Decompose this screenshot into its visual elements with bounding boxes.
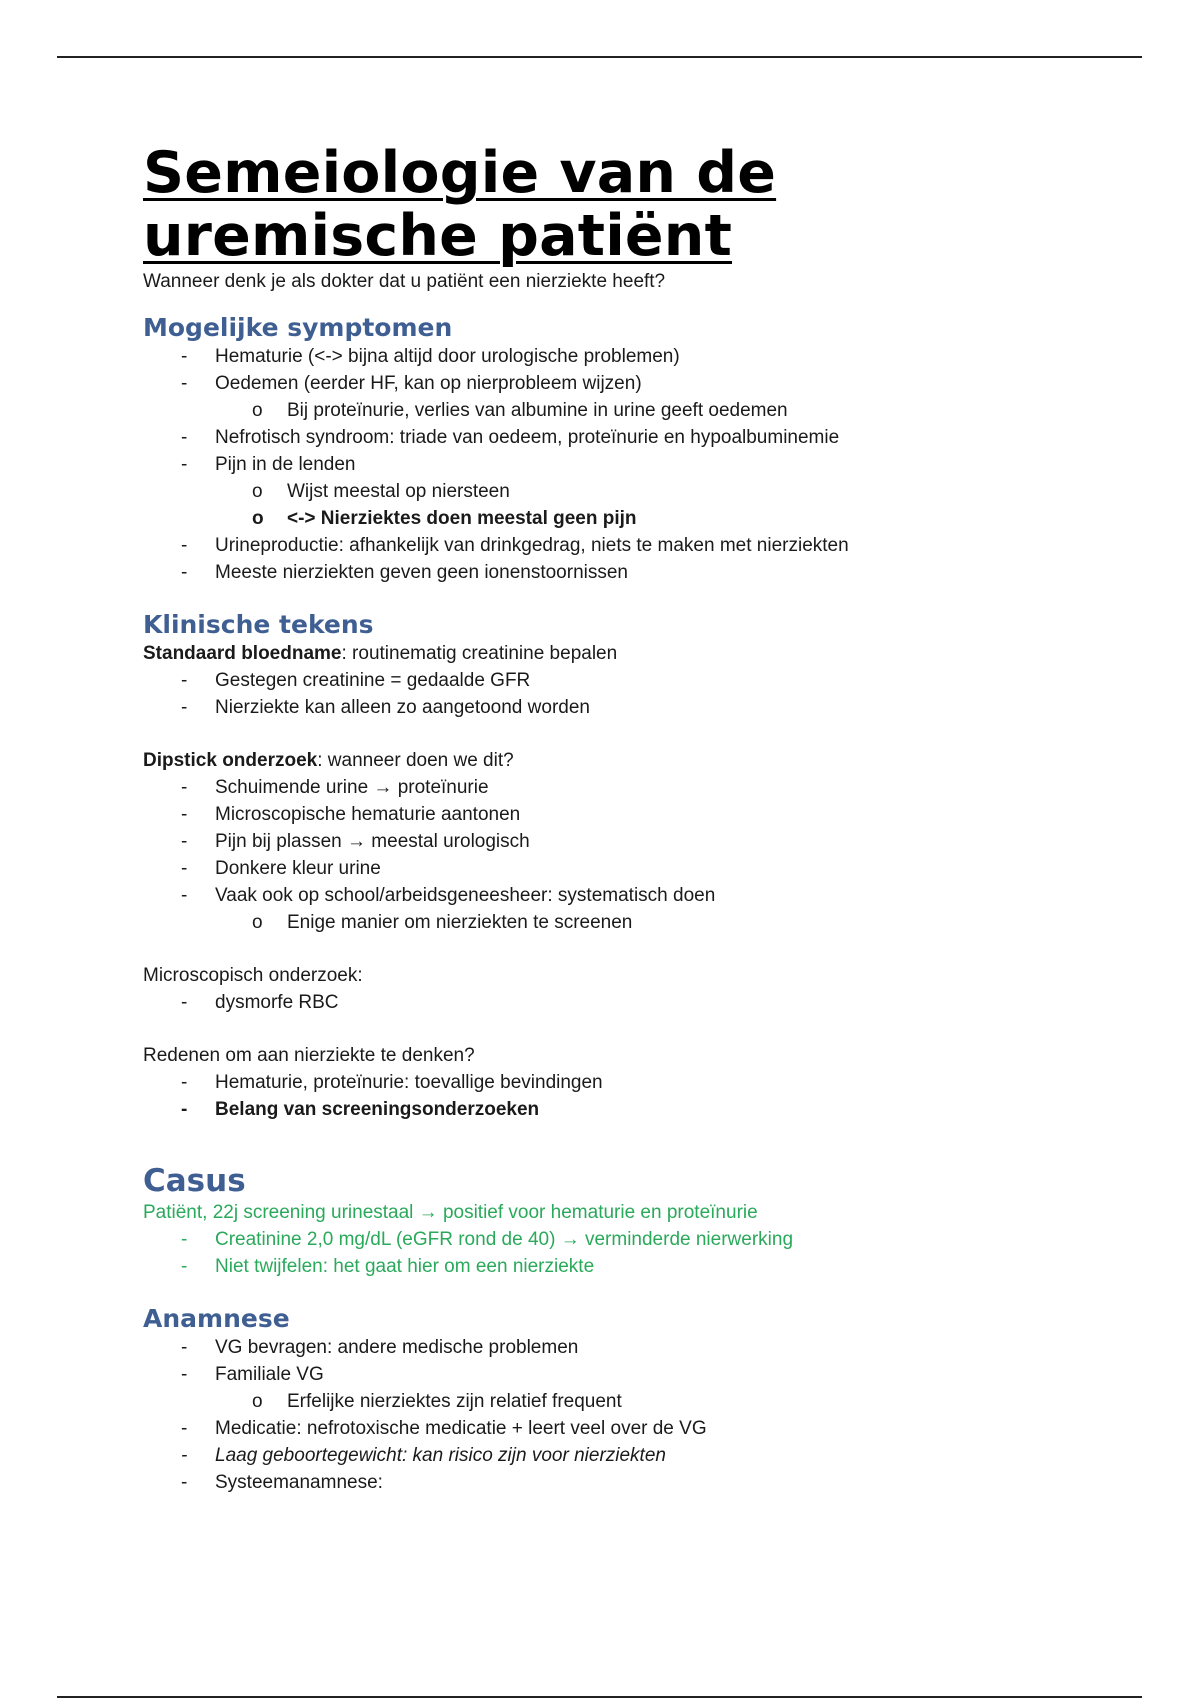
casus-line: Patiënt, 22j screening urinestaal → positief voor hematurie en proteïnurie — [143, 1202, 758, 1223]
heading-casus: Casus — [143, 1163, 246, 1199]
list-item: - Niet twijfelen: het gaat hier om een nierziekte — [143, 1253, 1043, 1280]
bloedname-list — [143, 667, 1043, 721]
micro-list — [143, 989, 1043, 1016]
redenen-list — [143, 1069, 1043, 1123]
dipstick-sublist — [143, 909, 1043, 936]
list-item: - Hematurie, proteïnurie: toevallige bevindingen — [143, 1069, 1043, 1096]
list-item: - Pijn in de lenden — [143, 451, 1043, 478]
pijn-sublist — [143, 478, 1043, 532]
list-item: - Donkere kleur urine — [143, 855, 1043, 882]
list-item: - Meeste nierziekten geven geen ionenstoornissen — [143, 559, 1043, 586]
title-line-2: uremische patiënt — [143, 203, 733, 269]
document-title — [143, 142, 1043, 268]
heading-anamnese: Anamnese — [143, 1304, 290, 1333]
dipstick-line — [143, 747, 1043, 774]
list-item: - Microscopische hematurie aantonen — [143, 801, 1043, 828]
list-item-text: Oedemen (eerder HF, kan op nierprobleem wijzen) — [215, 373, 642, 394]
symptoms-list-cont — [143, 424, 1043, 478]
list-item: - Belang van screeningsonderzoeken — [143, 1096, 1043, 1123]
list-item: - Gestegen creatinine = gedaalde GFR — [143, 667, 1043, 694]
dipstick-label: Dipstick onderzoek — [143, 750, 318, 771]
sub-list-item: o <-> Nierziektes doen meestal geen pijn — [143, 505, 1043, 532]
list-item: - Nefrotisch syndroom: triade van oedeem, proteïnurie en hypoalbuminemie — [143, 424, 1043, 451]
document-body — [143, 142, 1043, 1496]
anamnese-list — [143, 1334, 1043, 1388]
casus-list — [143, 1226, 1043, 1280]
sub-list-item: o Bij proteïnurie, verlies van albumine in urine geeft oedemen — [143, 397, 1043, 424]
list-item: - Creatinine 2,0 mg/dL (eGFR rond de 40) → verminderde nierwerking — [143, 1226, 1043, 1253]
list-item: - Schuimende urine → proteïnurie — [143, 774, 1043, 801]
list-item — [143, 370, 1043, 397]
list-item: - Pijn bij plassen → meestal urologisch — [143, 828, 1043, 855]
bottom-rule — [57, 1696, 1142, 1698]
dipstick-text: : wanneer doen we dit? — [317, 750, 514, 771]
microscopisch-label: Microscopisch onderzoek: — [143, 965, 363, 986]
redenen-label: Redenen om aan nierziekte te denken? — [143, 1045, 475, 1066]
familiale-sublist — [143, 1388, 1043, 1415]
symptoms-list-end — [143, 532, 1043, 586]
top-rule — [57, 56, 1142, 58]
list-item: - dysmorfe RBC — [143, 989, 1043, 1016]
sub-list-item: o Enige manier om nierziekten te screenen — [143, 909, 1043, 936]
list-item: - Medicatie: nefrotoxische medicatie + leert veel over de VG — [143, 1415, 1043, 1442]
list-item: - Familiale VG — [143, 1361, 1043, 1388]
sub-list-item: o Erfelijke nierziektes zijn relatief frequent — [143, 1388, 1043, 1415]
title-line-1: Semeiologie van de — [143, 140, 777, 206]
bloedname-line — [143, 640, 1043, 667]
list-item: - Hematurie (<-> bijna altijd door urologische problemen) — [143, 343, 1043, 370]
anamnese-list-cont — [143, 1415, 1043, 1496]
heading-klinische-tekens: Klinische tekens — [143, 610, 374, 639]
list-item: - Nierziekte kan alleen zo aangetoond worden — [143, 694, 1043, 721]
list-item: - Urineproductie: afhankelijk van drinkgedrag, niets te maken met nierziekten — [143, 532, 1043, 559]
intro-text: Wanneer denk je als dokter dat u patiënt een nierziekte heeft? — [143, 271, 666, 292]
oedemen-sublist — [143, 397, 1043, 424]
sub-list-item: o Wijst meestal op niersteen — [143, 478, 1043, 505]
list-item: - Laag geboortegewicht: kan risico zijn voor nierziekten — [143, 1442, 1043, 1469]
list-item: - VG bevragen: andere medische problemen — [143, 1334, 1043, 1361]
heading-symptomen: Mogelijke symptomen — [143, 313, 453, 342]
list-item: - Vaak ook op school/arbeidsgeneesheer: systematisch doen — [143, 882, 1043, 909]
bloedname-label: Standaard bloedname — [143, 643, 342, 664]
list-item: - Systeemanamnese: — [143, 1469, 1043, 1496]
symptoms-list — [143, 343, 1043, 397]
dipstick-list — [143, 774, 1043, 909]
bloedname-text: : routinematig creatinine bepalen — [341, 643, 618, 664]
